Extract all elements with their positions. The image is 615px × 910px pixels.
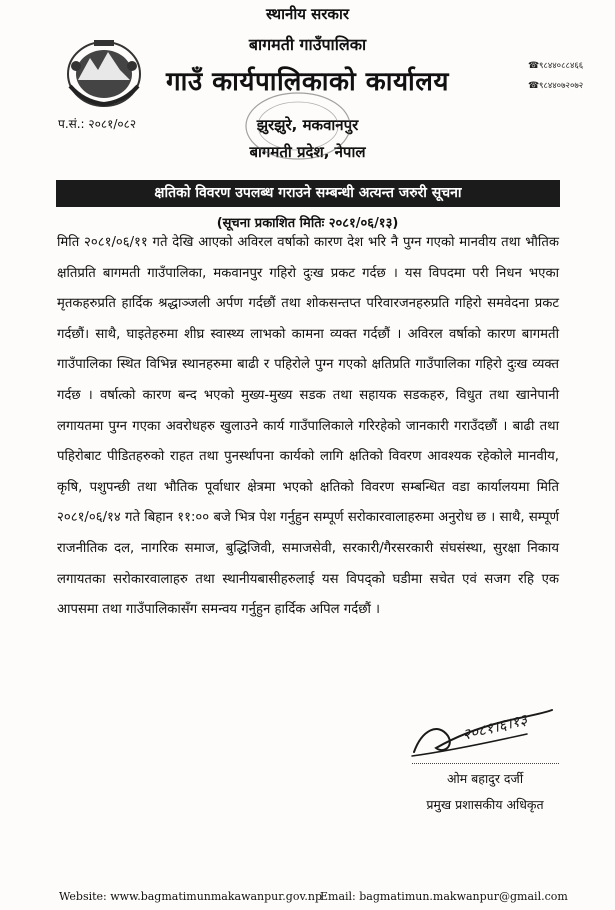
signatory-name: ओम बहादुर दर्जी [446,771,524,786]
phone-1 [528,60,583,71]
phone-icon: ☎ [528,81,540,91]
phone-icon: ☎ [528,61,540,71]
notice-title: क्षतिको विवरण उपलब्ध गराउने सम्बन्धी अत्यन्त जरुरी सूचना [56,180,560,207]
phone-2 [528,80,583,91]
office-place: झुरझुरे, मकवानपुर [256,116,359,134]
phone-number-2: ९८४४०७२०७२ [539,81,584,91]
phone-number-1: ९८४४०८८४६६ [539,61,584,71]
publish-date: (सूचना प्रकाशित मितिः २०८१/०६/१३) [216,216,399,231]
svg-text:२०८१।६।१३: २०८१।६।१३ [460,710,529,744]
office-province: बागमती प्रदेश, नेपाल [249,143,366,161]
signatory-designation: प्रमुख प्रशासकीय अधिकृत [426,797,544,812]
reference-number: प.सं.: २०८१/०८२ [58,117,137,131]
footer-website: Website: www.bagmatimunmakawanpur.gov.np [59,890,323,903]
signature-line [412,763,559,764]
office-title: गाउँ कार्यपालिकाको कार्यालय [166,67,449,97]
municipality-name: बागमती गाउँपालिका [248,35,367,54]
footer-email: Email: bagmatimun.makwanpur@gmail.com [320,890,568,903]
notice-body: मिति २०८१/०६/११ गते देखि आएको अविरल वर्षाको कारण देश भरि नै पुग्न गएको मानवीय तथा भौतिक क्षतिप्रति बागमती गाउँपालिका, मकवानपुर गहिरो दुःख प्रकट गर्दछ । यस विपदमा परी निधन भएका मृतकहरुप्रति हार्दिक श्रद्धाञ्जली अर्पण गर्दछौं तथा शोकसन्तप्त परिवारजनहरुप्रति गहिरो समवेदना प्रकट गर्दछौं। साथै, घाइतेहरुमा शीघ्र स्वास्थ्य लाभको कामना व्यक्त गर्दछौं । अविरल वर्षाको कारण बागमती गाउँपालिका स्थित विभिन्न स्थानहरुमा बाढी र पहिरोले पुग्न गएको क्षतिप्रति गाउँपालिका गहिरो दुःख व्यक्त गर्दछ । वर्षात्को कारण बन्द भएको मुख्य-मुख्य सडक तथा सहायक सडकहरु, विधुत तथा खानेपानी लगायतमा पुग्न गएका अवरोधहरु खुलाउने कार्य गाउँपालिकाले गरिरहेको जानकारी गराउँदछौं । बाढी तथा पहिरोबाट पीडितहरुको राहत तथा पुनर्स्थापना कार्यको लागि क्षतिको विवरण आवश्यक रहेकोले मानवीय, कृषि, पशुपन्छी तथा भौतिक पूर्वाधार क्षेत्रमा भएको क्षतिको विवरण सम्बन्धित वडा कार्यालयमा मिति २०८१/०६/१४ गते बिहान ११:०० बजे भित्र पेश गर्नुहुन सम्पूर्ण सरोकारवालाहरुमा अनुरोध छ । साथै, सम्पूर्ण राजनीतिक दल, नागरिक समाज, बुद्धिजिवी, समाजसेवी, सरकारी/गैरसरकारी संघसंस्था, सुरक्षा निकाय लगायतका सरोकारवालाहरु तथा स्थानीयबासीहरुलाई यस विपद्को घडीमा सचेत एवं सजग रहि एक आपसमा तथा गाउँपालिकासँग समन्वय गर्नुहुन हार्दिक अपिल गर्दछौं । [57,235,559,618]
handwritten-signature [352,700,557,770]
local-government-label: स्थानीय सरकार [266,5,349,23]
